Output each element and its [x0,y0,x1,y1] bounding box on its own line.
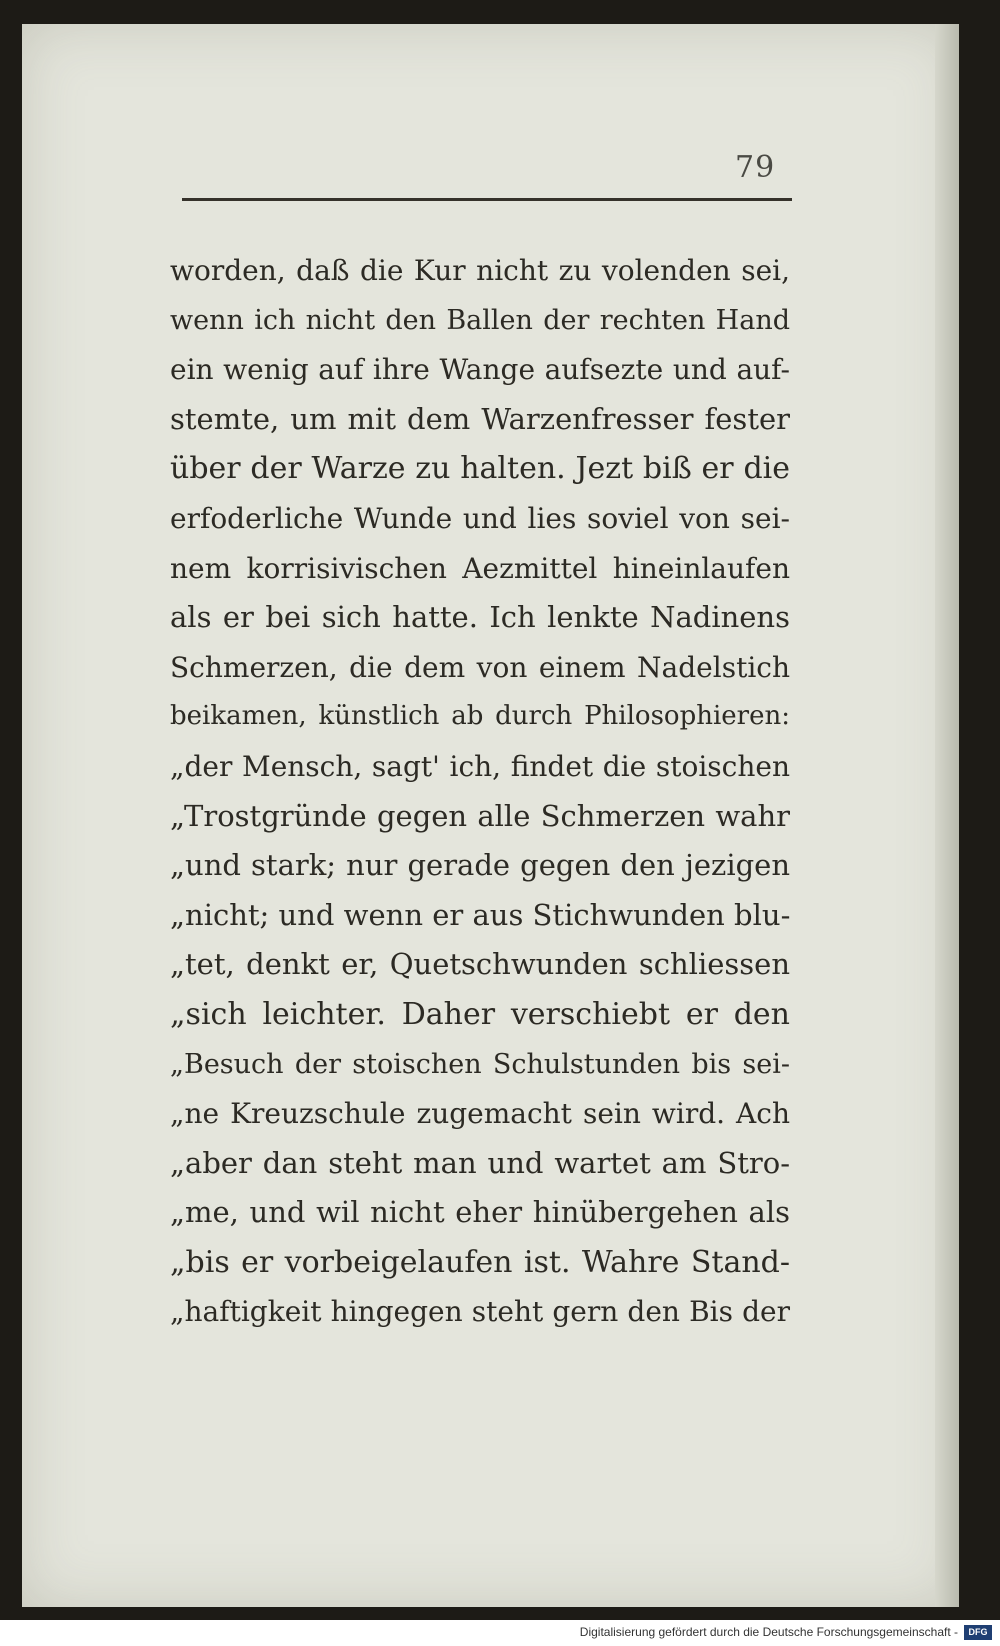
text-line: wenn ich nicht den Ballen der rechten Hand [170,304,790,336]
text-line: ein wenig auf ihre Wange aufsezte und auf- [170,353,790,387]
text-line: beikamen, künstlich ab durch Philosophieren: [170,701,790,732]
text-line: „der Mensch, sagt' ich, findet die stoischen [170,749,790,783]
text-line: stemte, um mit dem Warzenfresser fester [170,401,790,436]
funding-notice: Digitalisierung gefördert durch die Deutsche Forschungsgemeinschaft - [579,1625,958,1639]
text-line: worden, daß die Kur nicht zu volenden sei, [170,254,790,287]
text-line: „me, und wil nicht eher hinübergehen als [170,1195,790,1230]
body-text [170,246,790,1337]
page-number: 79 [735,150,776,185]
dfg-logo: DFG [964,1625,992,1640]
text-line: „Trostgründe gegen alle Schmerzen wahr [170,798,790,833]
text-line: als er bei sich hatte. Ich lenkte Nadinens [170,600,790,635]
book-page [22,24,959,1607]
text-line: „bis er vorbeigelaufen ist. Wahre Stand- [170,1244,790,1280]
text-line: „Besuch der stoischen Schulstunden bis sei- [170,1048,790,1080]
text-line: Schmerzen, die dem von einem Nadelstich [170,650,790,684]
text-line: „und stark; nur gerade gegen den jezigen [170,848,790,883]
text-line: „haftigkeit hingegen steht gern den Bis der [170,1295,790,1329]
text-line: „ne Kreuzschule zugemacht sein wird. Ach [170,1097,790,1131]
text-line: „nicht; und wenn er aus Stichwunden blu- [170,897,791,932]
text-line: nem korrisivischen Aezmittel hineinlaufen [170,551,790,585]
footer-bar [0,1620,1000,1646]
text-line: erfoderliche Wunde und lies soviel von sei- [170,501,790,535]
text-line: „tet, denkt er, Quetschwunden schliessen [170,947,790,982]
text-line: über der Warze zu halten. Jezt biß er die [170,451,790,487]
text-line: „aber dan steht man und wartet am Stro- [170,1145,790,1180]
header-rule [182,198,792,201]
page-edge [935,24,959,1607]
text-line: „sich leichter. Daher verschiebt er den [170,996,790,1032]
